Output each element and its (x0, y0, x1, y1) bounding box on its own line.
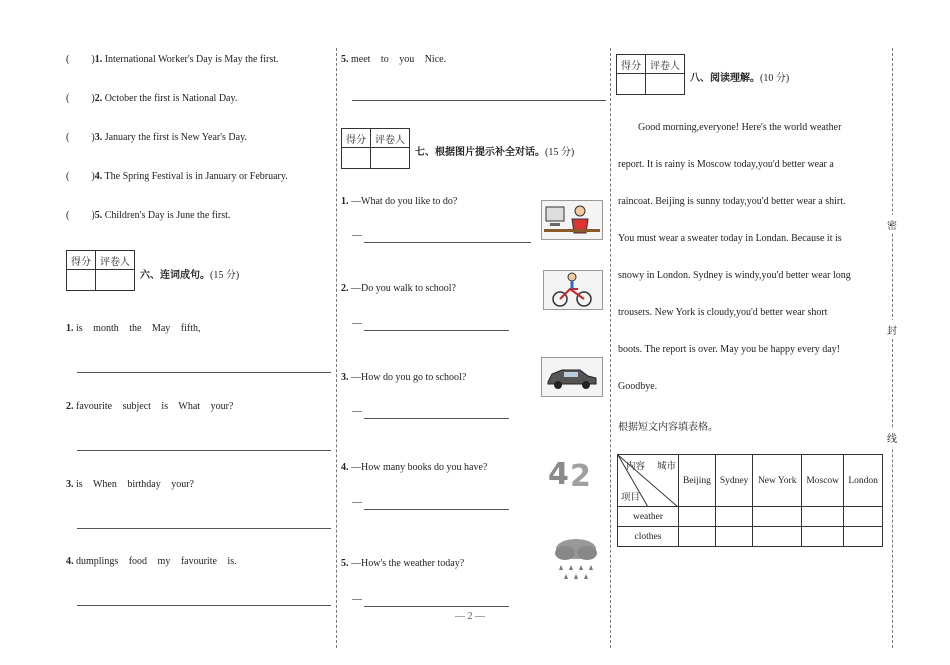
reviewer-label: 评卷人 (646, 55, 685, 74)
answer-cell[interactable] (844, 527, 883, 547)
word-item: 1. is month the May fifth, (66, 323, 201, 334)
table-instruction: 根据短文内容填表格。 (618, 422, 718, 433)
city-header: Beijing (679, 455, 716, 507)
answer-cell[interactable] (679, 527, 716, 547)
answer-line[interactable] (77, 605, 331, 606)
row-header: clothes (618, 527, 679, 547)
section-points: (15 分) (545, 147, 575, 158)
answer-cell[interactable] (715, 507, 752, 527)
answer-line[interactable] (77, 528, 331, 529)
column-divider-2 (610, 48, 611, 648)
answer-line[interactable] (77, 372, 331, 373)
tf-item: ( )5. Children's Day is June the first. (66, 210, 231, 221)
reviewer-label: 评卷人 (371, 129, 410, 148)
reviewer-cell[interactable] (371, 148, 410, 169)
section-points: (15 分) (210, 270, 240, 281)
word-item: 3. is When birthday your? (66, 479, 194, 490)
page-number: — 2 — (455, 611, 485, 622)
dialog-dash: — (352, 406, 362, 417)
city-header: Sydney (715, 455, 752, 507)
passage-line: trousers. New York is cloudy,you'd better wear short (618, 307, 828, 318)
answer-line[interactable] (77, 450, 331, 451)
tf-item: ( )2. October the first is National Day. (66, 93, 238, 104)
dialog-question: 2. —Do you walk to school? (341, 283, 456, 294)
answer-line[interactable] (364, 509, 509, 510)
score-label: 得分 (342, 129, 371, 148)
bicycle-icon (543, 270, 603, 310)
dialog-question: 4. —How many books do you have? (341, 462, 488, 473)
boy-at-computer-icon (541, 200, 603, 240)
row-header: weather (618, 507, 679, 527)
dialog-question: 3. —How do you go to school? (341, 372, 467, 383)
word-item: 4. dumplings food my favourite is. (66, 556, 237, 567)
reviewer-cell[interactable] (96, 270, 135, 291)
corner-right-label: 城市 (656, 462, 676, 472)
section-7-heading (415, 143, 574, 158)
car-icon (541, 357, 603, 397)
passage-line: report. It is rainy is Moscow today,you'd better wear a (618, 159, 834, 170)
score-cell[interactable] (342, 148, 371, 169)
passage-line: raincoat. Beijing is sunny today,you'd better wear a shirt. (618, 196, 846, 207)
dialog-dash: — (352, 497, 362, 508)
answer-line[interactable] (364, 242, 531, 243)
passage-line: You must wear a sweater today in Londan. Because it is (618, 233, 842, 244)
score-box (66, 250, 135, 291)
corner-cell (618, 455, 679, 507)
score-cell[interactable] (67, 270, 96, 291)
passage-line: boots. The report is over. May you be happy every day! (618, 344, 840, 355)
answer-line[interactable] (364, 418, 509, 419)
score-box (616, 54, 685, 95)
dialog-dash: — (352, 318, 362, 329)
number-42-icon (546, 448, 598, 492)
score-label: 得分 (617, 55, 646, 74)
score-box (341, 128, 410, 169)
tf-item: ( )3. January the first is New Year's Day. (66, 132, 247, 143)
margin-label: 线 (887, 428, 897, 447)
rain-cloud-icon (551, 535, 601, 587)
reviewer-cell[interactable] (646, 74, 685, 95)
column-divider-1 (336, 48, 337, 648)
tf-item: ( )4. The Spring Festival is in January or February. (66, 171, 288, 182)
answer-cell[interactable] (802, 507, 844, 527)
corner-top-label: 内容 (626, 462, 646, 472)
answer-cell[interactable] (802, 527, 844, 547)
section-points: (10 分) (760, 73, 790, 84)
svg-text:2: 2 (570, 459, 591, 492)
binding-line (892, 48, 893, 648)
svg-text:4: 4 (548, 457, 569, 492)
dialog-dash: — (352, 230, 362, 241)
section-title: 八、阅读理解。 (690, 73, 760, 84)
info-table (617, 454, 883, 547)
passage-line: Goodbye. (618, 381, 658, 392)
tf-item: ( )1. International Worker's Day is May the first. (66, 54, 279, 65)
word-item: 5. meet to you Nice. (341, 54, 447, 65)
city-header: New York (753, 455, 802, 507)
answer-cell[interactable] (679, 507, 716, 527)
margin-label: 密 (887, 215, 897, 234)
score-cell[interactable] (617, 74, 646, 95)
dialog-question: 5. —How's the weather today? (341, 558, 465, 569)
section-8-heading (690, 69, 789, 84)
passage-line: Good morning,everyone! Here's the world weather (638, 122, 842, 133)
dialog-question: 1. —What do you like to do? (341, 196, 458, 207)
margin-label: 封 (887, 320, 897, 339)
score-label: 得分 (67, 251, 96, 270)
corner-bottom-label: 项目 (621, 493, 641, 503)
answer-line[interactable] (364, 606, 509, 607)
reviewer-label: 评卷人 (96, 251, 135, 270)
city-header: Moscow (802, 455, 844, 507)
word-item: 2. favourite subject is What your? (66, 401, 234, 412)
answer-line[interactable] (352, 100, 606, 101)
section-6-heading (140, 266, 239, 281)
section-title: 七、根据图片提示补全对话。 (415, 147, 545, 158)
city-header: London (844, 455, 883, 507)
passage-line: snowy in London. Sydney is windy,you'd better wear long (618, 270, 851, 281)
section-title: 六、连词成句。 (140, 270, 210, 281)
answer-cell[interactable] (844, 507, 883, 527)
answer-line[interactable] (364, 330, 509, 331)
answer-cell[interactable] (753, 527, 802, 547)
answer-cell[interactable] (715, 527, 752, 547)
answer-cell[interactable] (753, 507, 802, 527)
dialog-dash: — (352, 594, 362, 605)
